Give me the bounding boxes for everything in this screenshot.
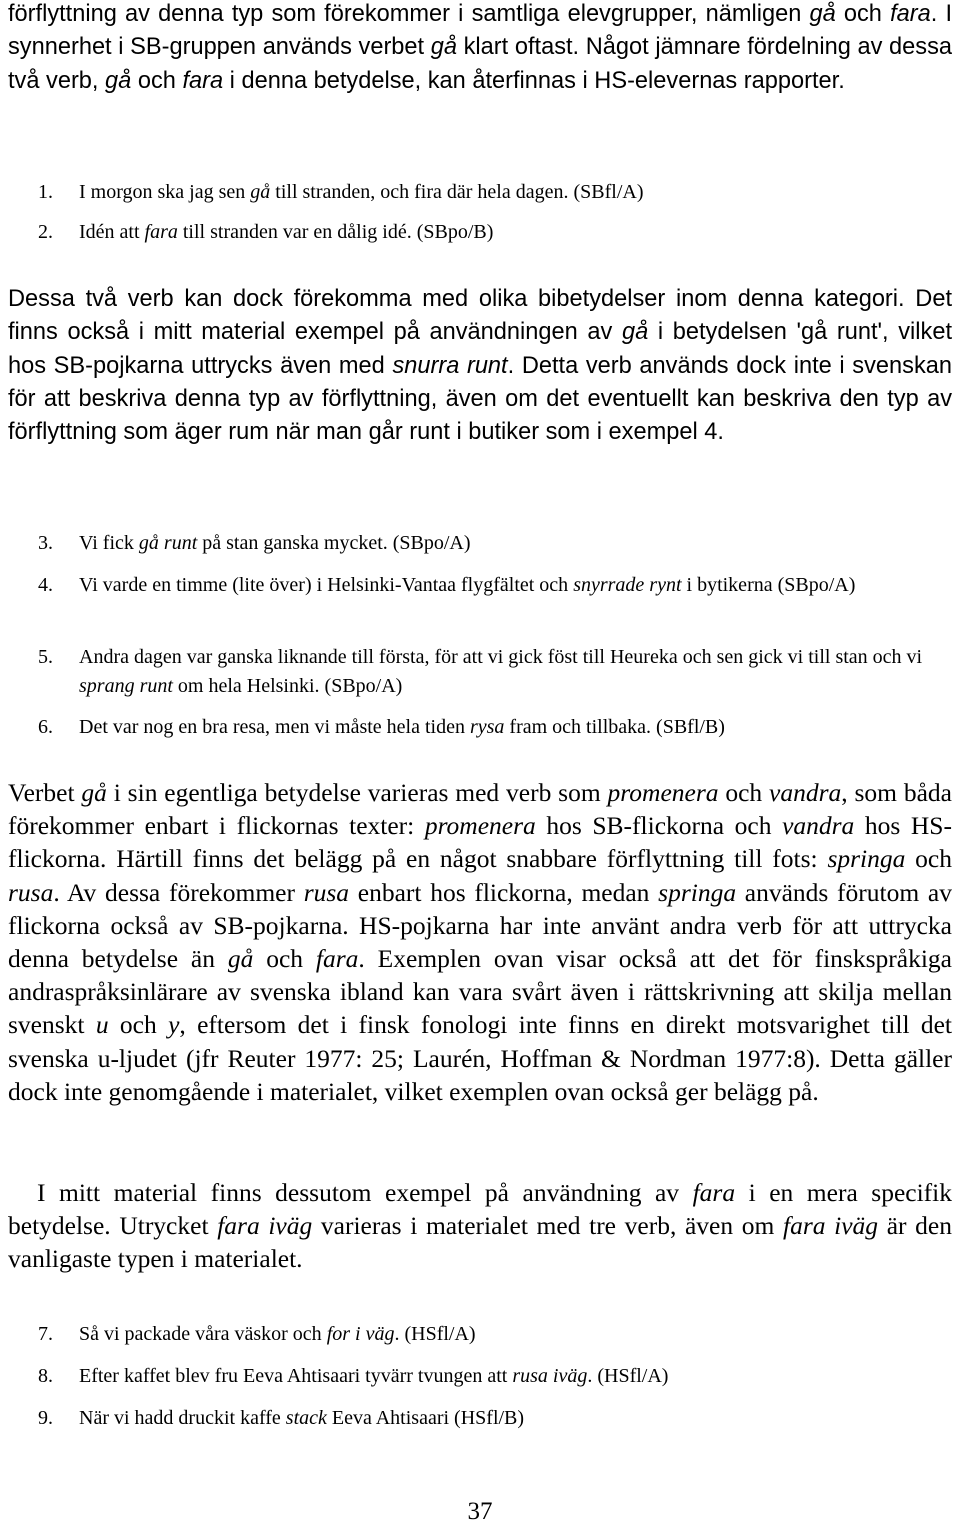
example-number: 2. <box>38 221 53 243</box>
example-text: I morgon ska jag sen gå till stranden, och fira där hela dagen. (SBfl/A) <box>79 181 644 203</box>
text: i denna betydelse, kan återfinnas i HS-elevernas rapporter. <box>223 67 845 94</box>
example-item <box>38 571 958 600</box>
example-text: Vi fick gå runt på stan ganska mycket. (SBpo/A) <box>79 532 471 554</box>
text: och <box>835 1 891 27</box>
example-text: Så vi packade våra väskor och for i väg. (HSfl/A) <box>79 1323 476 1345</box>
example-item <box>38 643 958 701</box>
example-text: Vi varde en timme (lite över) i Helsinki-Vantaa flygfältet och snyrrade rynt i bytikerna (SBpo/A) <box>79 574 856 596</box>
example-item <box>38 529 958 558</box>
text: förflyttning av denna typ som förekommer i samtliga elevgrupper, nämligen <box>8 1 810 27</box>
paragraph-1 <box>8 0 952 98</box>
example-item <box>38 178 958 207</box>
example-text: När vi hadd druckit kaffe stack Eeva Ahtisaari (HSfl/B) <box>79 1407 525 1429</box>
example-item <box>38 713 958 742</box>
example-number: 5. <box>38 646 53 668</box>
example-number: 9. <box>38 1407 53 1429</box>
example-item <box>38 1362 958 1391</box>
italic-term: gå <box>105 67 132 94</box>
text: . I synnerhet i SB-gruppen används verbet <box>8 1 952 61</box>
example-number: 8. <box>38 1365 53 1387</box>
italic-term: snurra runt <box>392 352 508 379</box>
example-text: Idén att fara till stranden var en dålig idé. (SBpo/B) <box>79 221 494 243</box>
text: i betydelsen 'gå runt', vilket hos SB-pojkarna uttrycks även med <box>8 319 953 379</box>
example-text: Efter kaffet blev fru Eeva Ahtisaari tyvärr tvungen att rusa iväg. (HSfl/A) <box>79 1365 669 1387</box>
text: . Detta verb används dock inte i svenskan för att beskriva denna typ av förflyttning, även om det eventuellt kan beskriva den typ av förflyttning som äger rum när man går runt i butiker som i exempel 4. <box>8 352 952 446</box>
example-item <box>38 218 958 247</box>
text: klart oftast. Något jämnare fördelning av dessa två verb, <box>8 34 953 94</box>
example-item <box>38 1320 958 1349</box>
example-text: Andra dagen var ganska liknande till första, för att vi gick föst till Heureka och sen gick vi till stan och vi sprang runt om hela Helsinki. (SBpo/A) <box>79 646 923 697</box>
paragraph-3: Verbet gå i sin egentliga betydelse varieras med verb som promenera och vandra, som båda förekommer enbart i flickornas texter: promenera hos SB-flickorna och vandra hos HS-flickorna. Härtill finns det belägg på en något snabbare förflyttning till fots: springa och rusa. Av dessa förekommer rusa enbart hos flickorna, medan springa används förutom av flickorna också av SB-pojkarna. HS-pojkarna har inte använt andra verb för att uttrycka denna betydelse än gå och fara. Exemplen ovan visar också att det för finskspråkiga andraspråksinlärare av svenska ibland kan vara svårt även i rättskrivning att skilja mellan svenskt u och y, eftersom det i finsk fonologi inte finns en direkt motsvarighet till det svenska u-ljudet (jfr Reuter 1977: 25; Laurén, Hoffman & Nordman 1977:8). Detta gäller dock inte genomgående i materialet, vilket exemplen ovan också ger belägg på. <box>8 778 953 1106</box>
example-number: 7. <box>38 1323 53 1345</box>
example-text: Det var nog en bra resa, men vi måste hela tiden rysa fram och tillbaka. (SBfl/B) <box>79 716 725 738</box>
italic-term: fara <box>890 1 931 27</box>
example-number: 1. <box>38 181 53 203</box>
text: Dessa två verb kan dock förekomma med olika bibetydelser inom denna kategori. Det finns också i mitt material exempel på användningen av <box>8 286 952 346</box>
example-item <box>38 1404 958 1433</box>
italic-term: gå <box>809 1 836 27</box>
paragraph-2 <box>8 283 952 449</box>
example-number: 3. <box>38 532 53 554</box>
page-number: 37 <box>467 1498 493 1525</box>
paragraph-4: I mitt material finns dessutom exempel på användning av fara i en mera specifik betydelse. Utrycket fara iväg varieras i materialet med tre verb, även om fara iväg är den vanligaste typen i materialet. <box>8 1178 952 1274</box>
italic-term: gå <box>430 34 457 61</box>
example-number: 4. <box>38 574 53 596</box>
italic-term: gå <box>621 319 649 346</box>
example-number: 6. <box>38 716 53 738</box>
text: och <box>131 67 183 94</box>
italic-term: fara <box>182 67 224 94</box>
